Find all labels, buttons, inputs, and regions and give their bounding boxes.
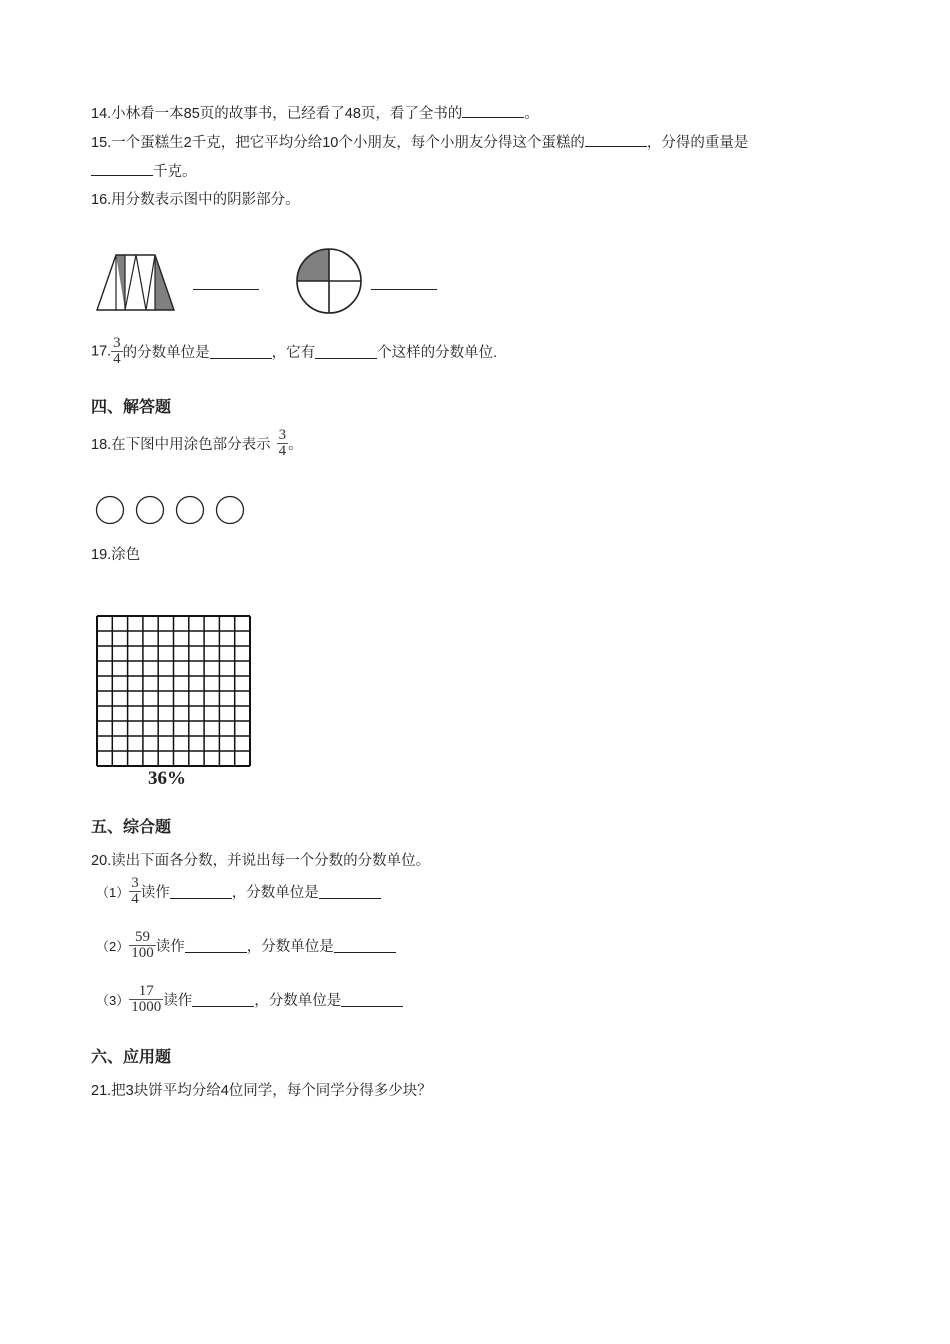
q18-circle-1[interactable]: [97, 497, 124, 524]
section-5-title: 五、综合题: [91, 819, 172, 836]
trapezoid-shaded-left: [116, 255, 125, 310]
q20-item-3-unit-blank[interactable]: [341, 992, 403, 1007]
q20-item-2-fraction: [129, 930, 156, 961]
q14-end: 。: [524, 106, 539, 122]
q20-item-2-num: 59: [134, 929, 150, 945]
q15-text: 15.一个蛋糕生2千克，把它平均分给10个小朋友，每个小朋友分得这个蛋糕的: [91, 135, 585, 151]
q18-circle-2[interactable]: [137, 497, 164, 524]
q15-fraction-blank[interactable]: [585, 132, 647, 147]
hundred-grid[interactable]: [95, 614, 253, 768]
q21-text: 21.把3块饼平均分给4位同学，每个同学分得多少块？: [91, 1083, 432, 1099]
section-4-title: 四、解答题: [91, 399, 172, 416]
q20-item-2-den: 100: [131, 945, 154, 961]
q18-frac-num: 3: [278, 427, 287, 443]
question-15-line2: [91, 161, 197, 182]
q20-item-2: [96, 930, 396, 961]
q20-item-3-unit: ，分数单位是: [254, 993, 342, 1009]
q20-item-1-unit: ，分数单位是: [231, 885, 319, 901]
q16-trapezoid-blank[interactable]: [193, 275, 259, 290]
q15-weight-blank[interactable]: [91, 161, 153, 176]
q18-frac-den: 4: [278, 443, 287, 459]
q18-text-b: 。: [288, 437, 303, 453]
q20-item-3-fraction: [129, 984, 163, 1015]
q20-item-3: [96, 984, 403, 1015]
q17-unit-blank[interactable]: [210, 344, 272, 359]
question-16: [91, 190, 300, 210]
q20-item-1-read-blank[interactable]: [170, 884, 232, 899]
q18-text-a: 18.在下图中用涂色部分表示: [91, 437, 271, 453]
q20-item-1-den: 4: [131, 891, 139, 907]
q20-item-2-unit: ，分数单位是: [246, 939, 334, 955]
q17-text-a: 的分数单位是: [122, 345, 210, 361]
question-19: [91, 545, 140, 565]
q20-item-3-num: 17: [138, 983, 154, 999]
q18-circle-4[interactable]: [217, 497, 244, 524]
trapezoid-figure: [96, 252, 178, 312]
q18-circle-3[interactable]: [177, 497, 204, 524]
q14-answer-blank[interactable]: [462, 103, 524, 118]
q17-text-b: ，它有: [271, 345, 316, 361]
q20-item-3-read: 读作: [163, 993, 193, 1009]
q20-item-1-num: 3: [131, 875, 139, 891]
q16-circle-blank[interactable]: [371, 275, 437, 290]
question-15: [91, 132, 748, 153]
q17-prefix: 17.: [91, 343, 112, 360]
q18-fraction: [277, 428, 289, 459]
q19-text: 19.涂色: [91, 547, 141, 563]
q14-text: 14.小林看一本85页的故事书，已经看了48页，看了全书的: [91, 106, 463, 122]
q17-text-c: 个这样的分数单位.: [377, 345, 498, 361]
q20-item-2-index: （2）: [96, 939, 130, 954]
q17-fraction: [111, 336, 123, 367]
q20-item-1: [96, 876, 381, 907]
q20-item-3-den: 1000: [131, 999, 162, 1015]
q20-item-1-unit-blank[interactable]: [319, 884, 381, 899]
q16-text: 16.用分数表示图中的阴影部分。: [91, 192, 300, 208]
grid-percent-label: 36%: [148, 768, 186, 789]
q20-item-2-read: 读作: [155, 939, 185, 955]
section-6-title: 六、应用题: [91, 1049, 172, 1066]
question-20: [91, 851, 430, 871]
q20-text: 20.读出下面各分数，并说出每一个分数的分数单位。: [91, 853, 431, 869]
q20-item-2-unit-blank[interactable]: [334, 938, 396, 953]
question-14: [91, 103, 539, 124]
q17-count-blank[interactable]: [315, 344, 377, 359]
q20-item-1-read: 读作: [140, 885, 170, 901]
q20-item-3-read-blank[interactable]: [192, 992, 254, 1007]
q20-item-2-read-blank[interactable]: [185, 938, 247, 953]
q20-item-3-index: （3）: [96, 993, 130, 1008]
q15-text-c: 千克。: [153, 164, 197, 180]
q15-text-b: ，分得的重量是: [646, 135, 749, 151]
q18-circles: [95, 494, 247, 526]
question-18: [91, 428, 303, 459]
q17-frac-num: 3: [113, 335, 121, 351]
q20-item-1-fraction: [129, 876, 141, 907]
circle-figure: [294, 246, 364, 316]
q17-frac-den: 4: [113, 351, 121, 367]
question-21: [91, 1081, 432, 1101]
q20-item-1-index: （1）: [96, 885, 130, 900]
question-17: [91, 336, 497, 367]
